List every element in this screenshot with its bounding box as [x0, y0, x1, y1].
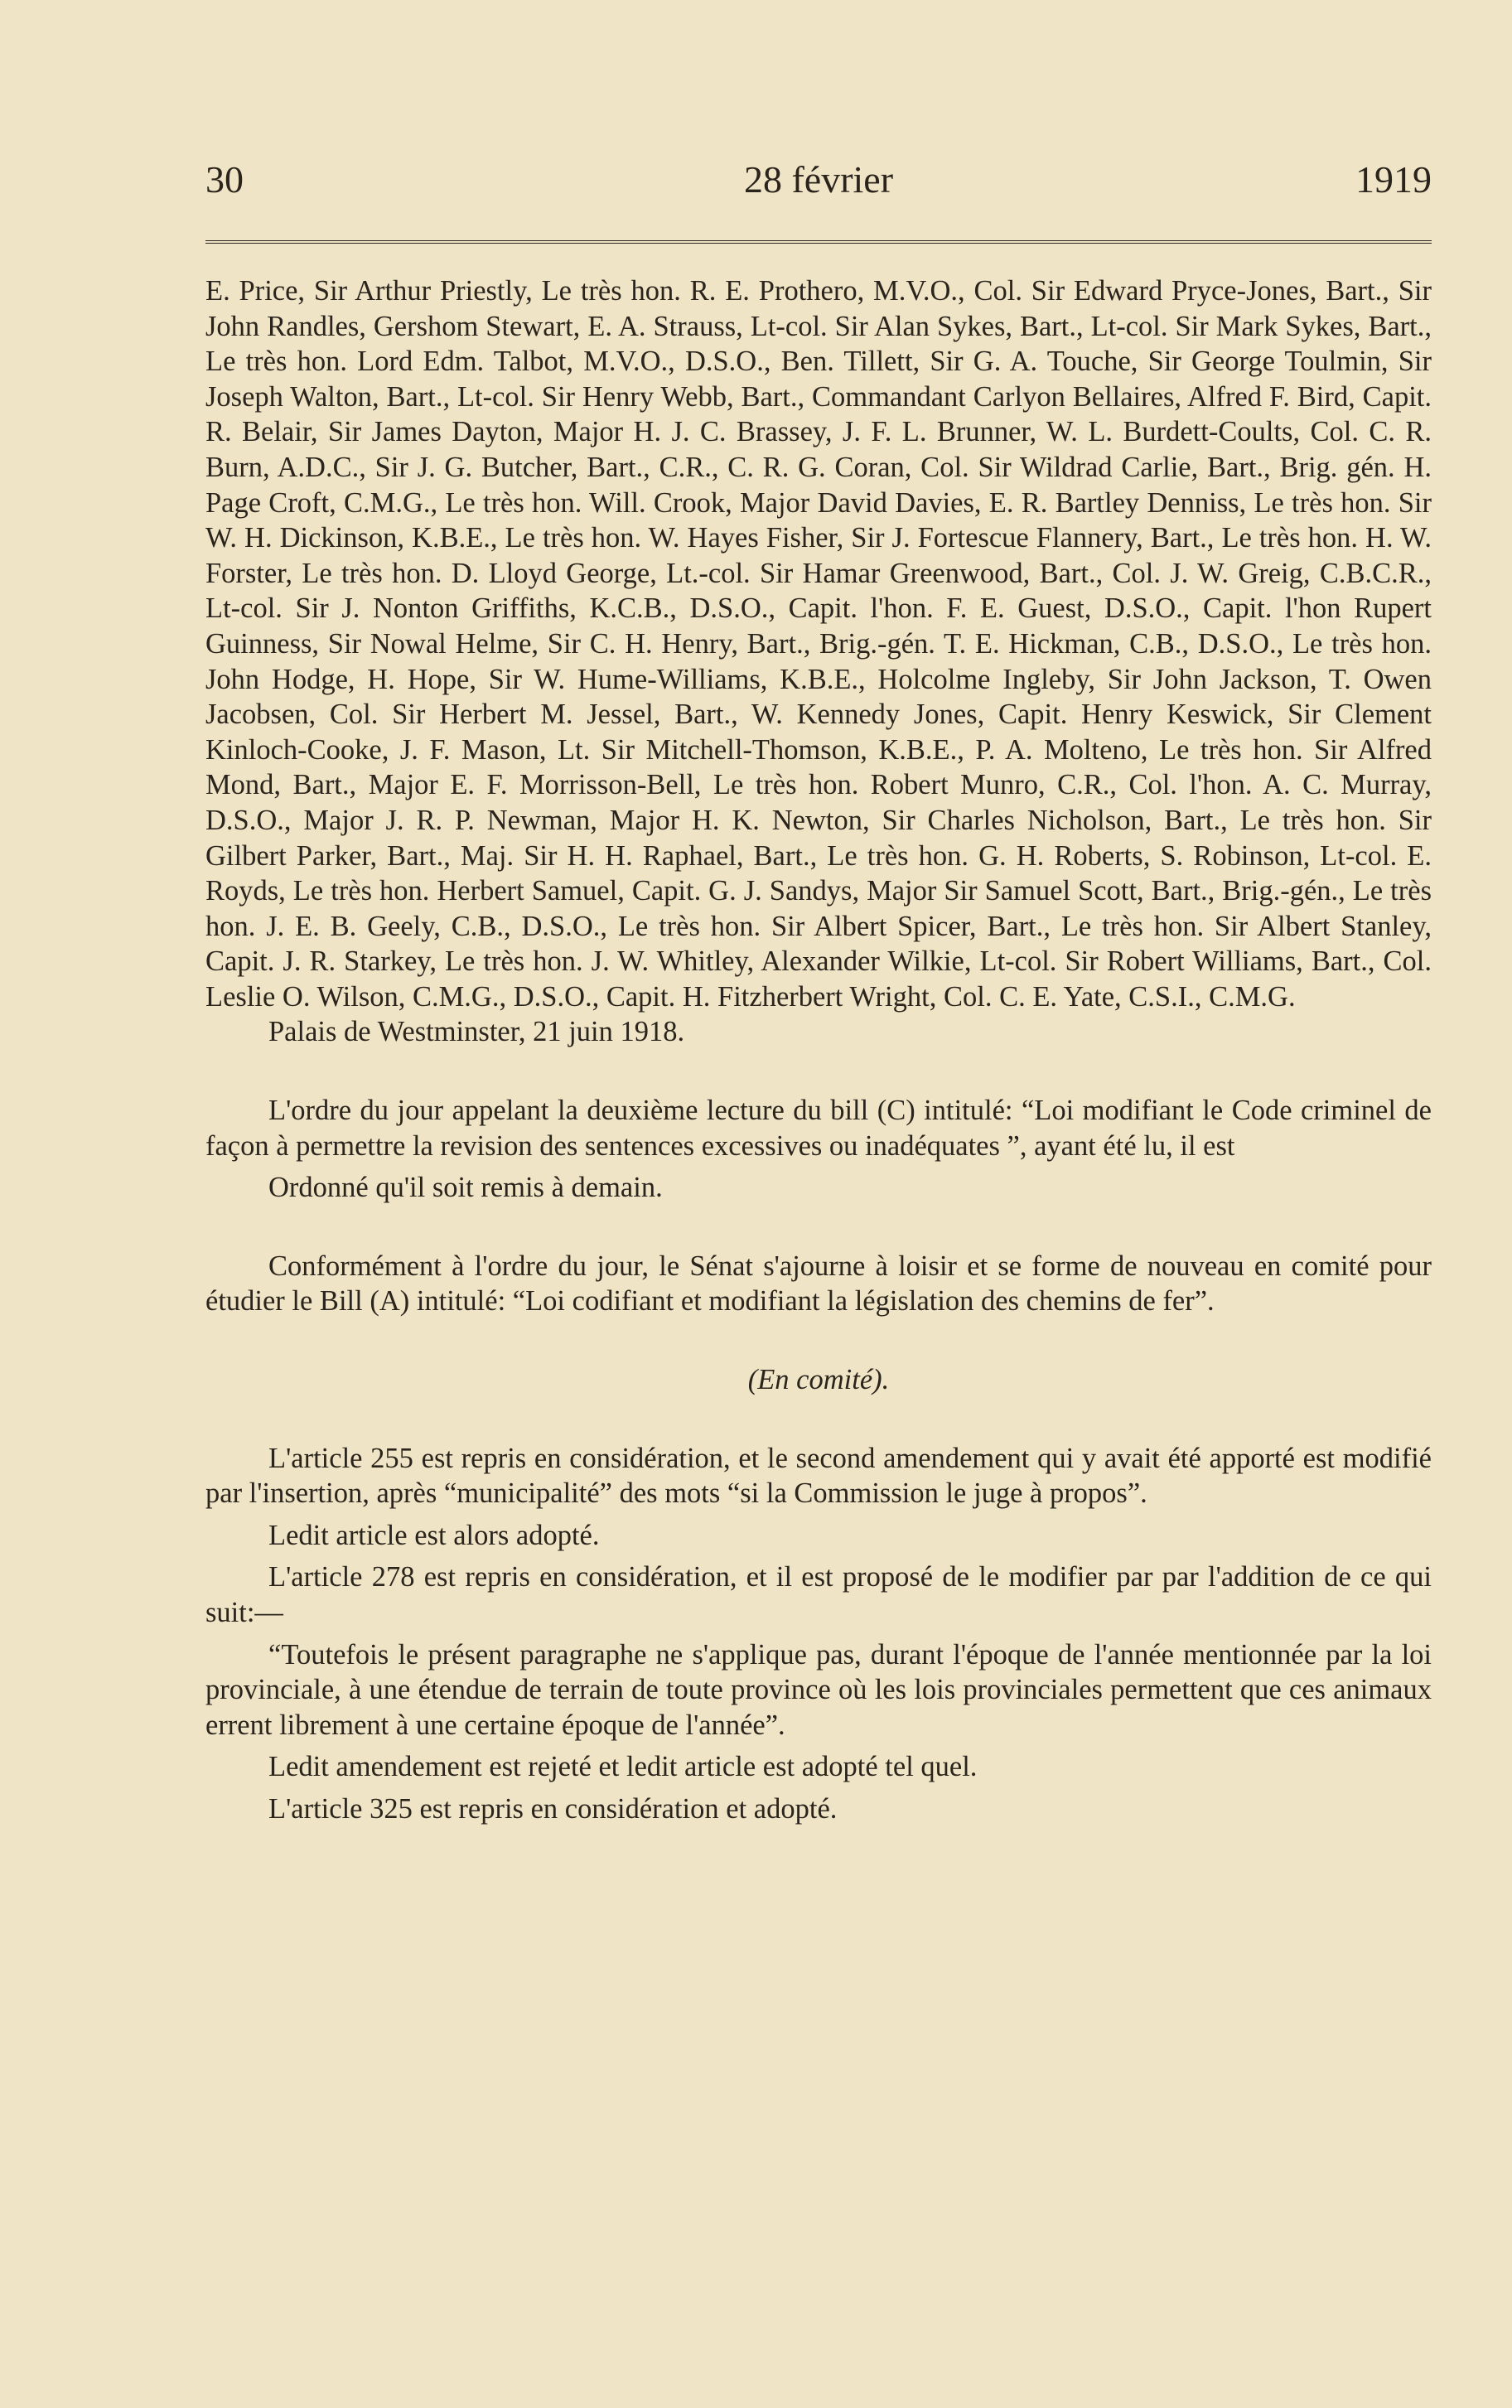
article-255-paragraph: L'article 255 est repris en considération, et le second amendement qui y avait été apporté est modifié par l'insertion, après “municipalité” des mots “si la Commission le juge à propos”.	[205, 1442, 1432, 1510]
page-header	[205, 157, 1432, 215]
ordered-line: Ordonné qu'il soit remis à demain.	[268, 1172, 663, 1204]
document-body	[205, 273, 1432, 1827]
document-page	[205, 157, 1432, 1825]
header-year: 1919	[1355, 158, 1432, 201]
page-number: 30	[205, 158, 244, 201]
article-325-line: L'article 325 est repris en considération et adopté.	[268, 1792, 838, 1825]
order-of-day-paragraph: L'ordre du jour appelant la deuxième lecture du bill (C) intitulé: “Loi modifiant le Code criminel de façon à permettre la revision des sentences excessives ou inadéquates ”, ayant été lu, il est	[205, 1095, 1432, 1162]
amendment-quote-paragraph: “Toutefois le présent paragraphe ne s'applique pas, durant l'époque de l'année mentionnée par la loi provinciale, à une étendue de terrain de toute province où les lois provinciales permettent que ces animaux errent librement à une certaine époque de l'année”.	[205, 1638, 1432, 1741]
header-date: 28 février	[743, 158, 894, 201]
committee-paragraph: Conformément à l'ordre du jour, le Sénat s'ajourne à loisir et se forme de nouveau en comité pour étudier le Bill (A) intitulé: “Loi codifiant et modifiant la législation des chemins de fer”.	[205, 1250, 1432, 1318]
member-list-paragraph: E. Price, Sir Arthur Priestly, Le très hon. R. E. Prothero, M.V.O., Col. Sir Edward Pryce-Jones, Bart., Sir John Randles, Gershom Stewart, E. A. Strauss, Lt-col. Sir Alan Sykes, Bart., Lt-col. Sir Mark Sykes, Bart., Le très hon. Lord Edm. Talbot, M.V.O., D.S.O., Ben. Tillett, Sir G. A. Touche, Sir George Toulmin, Sir Joseph Walton, Bart., Lt-col. Sir Henry Webb, Bart., Commandant Carlyon Bellaires, Alfred F. Bird, Capit. R. Belair, Sir James Dayton, Major H. J. C. Brassey, J. F. L. Brunner, W. L. Burdett-Coults, Col. C. R. Burn, A.D.C., Sir J. G. Butcher, Bart., C.R., C. R. G. Coran, Col. Sir Wildrad Carlie, Bart., Brig. gén. H. Page Croft, C.M.G., Le très hon. Will. Crook, Major David Davies, E. R. Bartley Denniss, Le très hon. Sir W. H. Dickinson, K.B.E., Le très hon. W. Hayes Fisher, Sir J. Fortescue Flannery, Bart., Le très hon. H. W. Forster, Le très hon. D. Lloyd George, Lt.-col. Sir Hamar Greenwood, Bart., Col. J. W. Greig, C.B.C.R., Lt-col. Sir J. Nonton Griffiths, K.C.B., D.S.O., Capit. l'hon. F. E. Guest, D.S.O., Capit. l'hon Rupert Guinness, Sir Nowal Helme, Sir C. H. Henry, Bart., Brig.-gén. T. E. Hickman, C.B., D.S.O., Le très hon. John Hodge, H. Hope, Sir W. Hume-Williams, K.B.E., Holcolme Ingleby, Sir John Jackson, T. Owen Jacobsen, Col. Sir Herbert M. Jessel, Bart., W. Kennedy Jones, Capit. Henry Keswick, Sir Clement Kinloch-Cooke, J. F. Mason, Lt. Sir Mitchell-Thomson, K.B.E., P. A. Molteno, Le très hon. Sir Alfred Mond, Bart., Major E. F. Morrisson-Bell, Le très hon. Robert Munro, C.R., Col. l'hon. A. C. Murray, D.S.O., Major J. R. P. Newman, Major H. K. Newton, Sir Charles Nicholson, Bart., Le très hon. Sir Gilbert Parker, Bart., Maj. Sir H. H. Raphael, Bart., Le très hon. G. H. Roberts, S. Robinson, Lt-col. E. Royds, Le très hon. Herbert Samuel, Capit. G. J. Sandys, Major Sir Samuel Scott, Bart., Brig.-gén., Le très hon. J. E. B. Geely, C.B., D.S.O., Le très hon. Sir Albert Spicer, Bart., Le très hon. Sir Albert Stanley, Capit. J. R. Starkey, Le très hon. J. W. Whitley, Alexander Wilkie, Lt-col. Sir Robert Williams, Bart., Col. Leslie O. Wilson, C.M.G., D.S.O., Capit. H. Fitzherbert Wright, Col. C. E. Yate, C.S.I., C.M.G.	[205, 275, 1432, 1013]
header-rule	[205, 240, 1432, 247]
amendment-rejected-line: Ledit amendement est rejeté et ledit article est adopté tel quel.	[268, 1751, 978, 1783]
in-committee-heading: (En comité).	[747, 1364, 890, 1396]
article-adopted-line: Ledit article est alors adopté.	[268, 1519, 600, 1551]
place-date-line: Palais de Westminster, 21 juin 1918.	[268, 1016, 685, 1048]
article-278-paragraph: L'article 278 est repris en considération, et il est proposé de le modifier par par l'addition de ce qui suit:—	[205, 1561, 1432, 1628]
